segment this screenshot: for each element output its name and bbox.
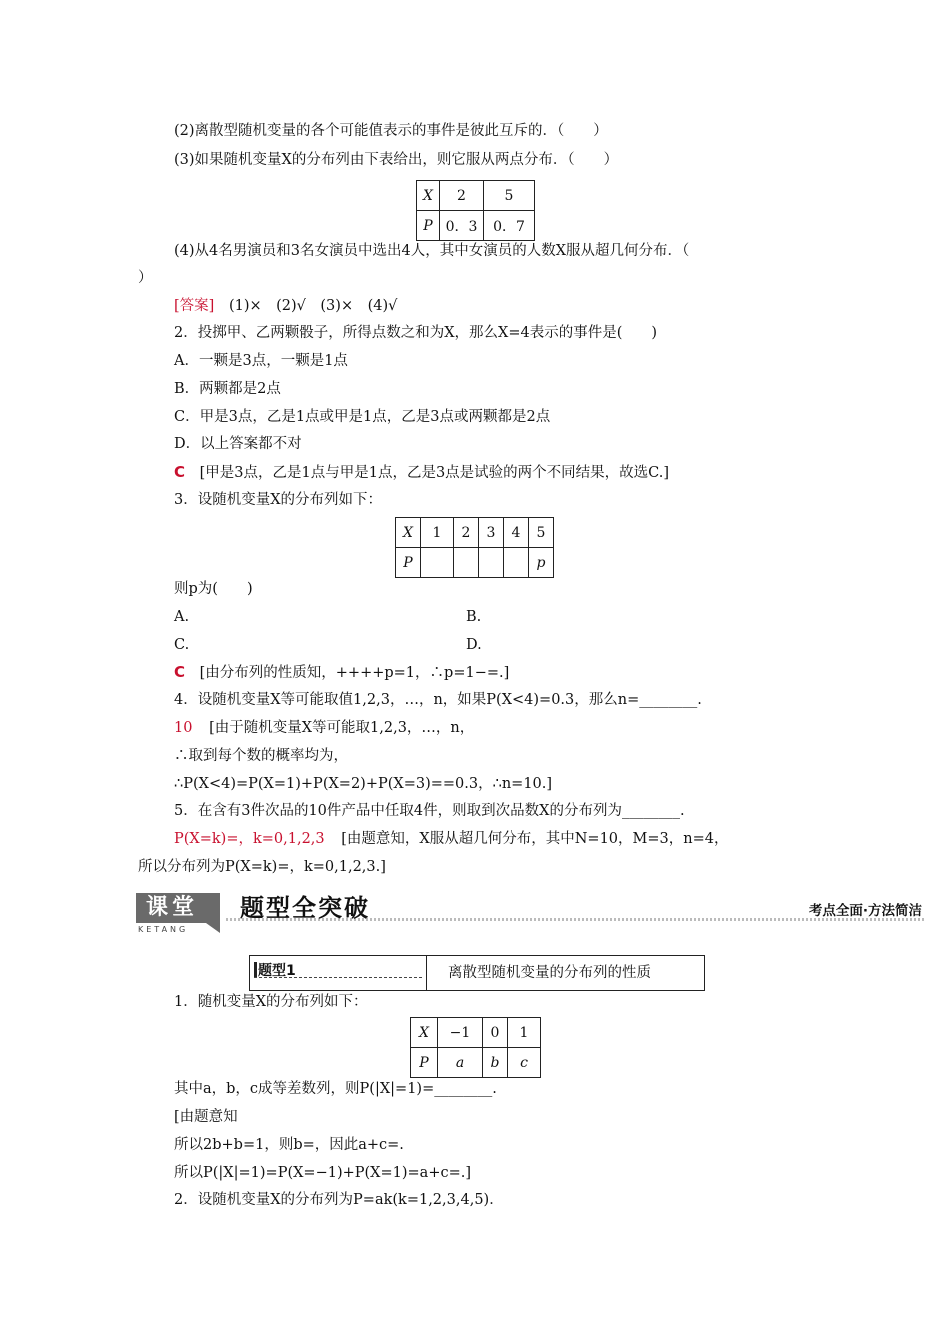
table-two-point [416,180,535,241]
problem-2: 2．设随机变量X的分布列为P=ak(k=1,2,3,4,5)． [174,1192,504,1208]
q5-solution [174,829,728,849]
table-cell: 5 [484,181,535,211]
table-cell: 2 [440,181,484,211]
problem-1: 1．随机变量X的分布列如下： [174,994,368,1010]
topic-marker [254,962,257,978]
table-x-label: X [396,518,421,548]
table-cell: 0 [483,1018,508,1048]
table-cell [454,548,479,578]
banner-slogan: 考点全面·方法简洁 [808,903,922,919]
option-a: A．一颗是3点，一颗是1点 [174,353,348,369]
table-cell: c [508,1048,541,1078]
q3-explanation: [由分布列的性质知，++++p=1，∴p=1−=.] [199,665,510,681]
q5-explanation-2: 所以分布列为P(X=k)=，k=0,1,2,3.] [138,859,386,875]
q5-answer: P(X=k)=，k=0,1,2,3 [174,831,325,847]
q2-explanation: [甲是3点，乙是1点与甲是1点，乙是3点是试验的两个不同结果，故选C.] [199,465,670,481]
question-2: 2．投掷甲、乙两颗骰子，所得点数之和为X，那么X=4表示的事件是( ) [174,325,658,341]
question-4: 4．设随机变量X等可能取值1,2,3，…，n，如果P(X<4)=0.3，那么n=________. [174,692,702,708]
question-3: 3．设随机变量X的分布列如下： [174,492,383,508]
answer-label: [答案] [174,298,215,314]
table-cell: 1 [508,1018,541,1048]
problem-1-explanation-1: [由题意知 [174,1109,238,1125]
banner-pinyin: KETANG [138,925,189,934]
option-b: B．两颗都是2点 [174,381,281,397]
table-cell [504,548,529,578]
statement-4-cont: ） [138,270,153,286]
q4-explanation-3: ∴P(X<4)=P(X=1)+P(X=2)+P(X=3)==0.3，∴n=10.] [174,776,553,792]
q4-explanation-2: ∴取到每个数的概率均为， [174,748,348,764]
option-c: C．甲是3点，乙是1点或甲是1点，乙是3点或两颗都是2点 [174,409,551,425]
q3-option-d: D. [466,637,482,653]
q4-explanation: [由于随机变量X等可能取1,2,3，…，n， [209,720,475,736]
q3-then: 则p为( ) [174,581,253,597]
q4-answer: 10 [174,720,193,736]
table-x-label: X [411,1018,438,1048]
table-p-label: P [411,1048,438,1078]
table-x-label: X [417,181,440,211]
table-p-label: P [417,211,440,241]
statement-3: (3)如果随机变量X的分布列由下表给出，则它服从两点分布．（ ） [174,152,619,168]
answer-text: (1)× (2)√ (3)× (4)√ [228,298,398,314]
q3-option-b: B. [466,609,482,625]
problem-1-explanation-3: 所以P(|X|=1)=P(X=−1)+P(X=1)=a+c=.] [174,1165,472,1181]
q3-solution [174,662,509,683]
topic-title: 离散型随机变量的分布列的性质 [448,965,651,981]
topic-header [249,955,705,991]
question-5: 5．在含有3件次品的10件产品中任取4件，则取到次品数X的分布列为________. [174,803,685,819]
q5-explanation: [由题意知，X服从超几何分布，其中N=10，M=3，n=4， [341,831,729,847]
statement-2: (2)离散型随机变量的各个可能值表示的事件是彼此互斥的．（ ） [174,123,608,139]
table-cell: p [529,548,554,578]
topic-dash [254,977,422,978]
q2-solution [174,462,669,483]
q3-answer: C [174,663,186,681]
table-cell: b [483,1048,508,1078]
table-cell [421,548,454,578]
banner-tag: 课堂 [146,895,199,920]
table-cell: 5 [529,518,554,548]
table-problem-1 [410,1017,541,1078]
table-q3 [395,517,554,578]
statement-4: (4)从4名男演员和3名女演员中选出4人，其中女演员的人数X服从超几何分布．（ [174,243,690,259]
table-cell: 0．7 [484,211,535,241]
table-cell: 1 [421,518,454,548]
section-banner [136,893,928,937]
table-cell [479,548,504,578]
table-p-label: P [396,548,421,578]
topic-label-cell [250,956,427,990]
q2-answer: C [174,463,186,481]
q3-option-a: A. [174,609,190,625]
q4-solution [174,718,474,738]
q3-option-c: C. [174,637,190,653]
banner-tag-box [136,893,220,923]
table-cell: 2 [454,518,479,548]
table-cell: −1 [438,1018,483,1048]
banner-tag-notch [206,923,220,933]
option-d: D．以上答案都不对 [174,436,302,452]
table-cell: 4 [504,518,529,548]
problem-1-question: 其中a，b，c成等差数列，则P(|X|=1)=________. [174,1081,497,1097]
table-cell: 0．3 [440,211,484,241]
banner-title: 题型全突破 [240,894,370,922]
table-cell: a [438,1048,483,1078]
table-cell: 3 [479,518,504,548]
problem-1-explanation-2: 所以2b+b=1，则b=，因此a+c=. [174,1137,404,1153]
topic-label: 题型1 [258,963,296,979]
answer-line [174,296,397,316]
